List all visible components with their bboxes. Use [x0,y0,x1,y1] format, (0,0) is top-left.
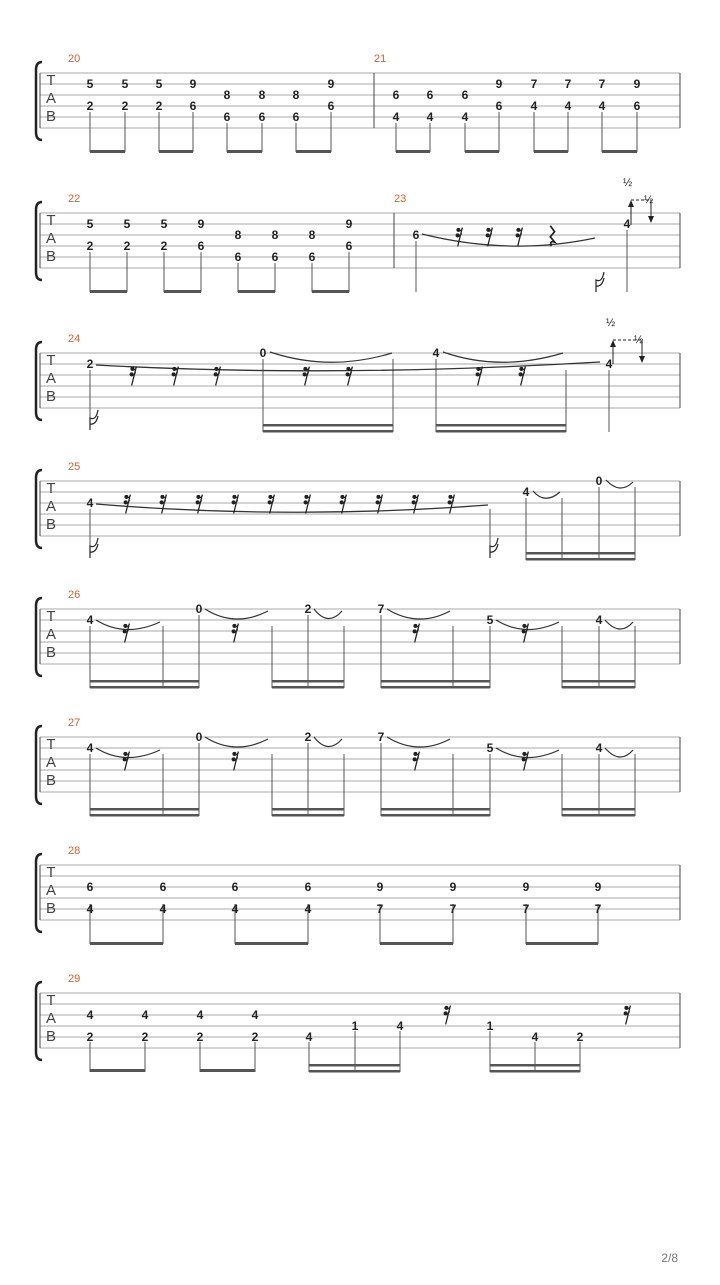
fret-number: 9 [345,217,353,231]
rest-16th [268,495,275,514]
fret-number: 8 [308,228,316,242]
fret-number: 7 [594,902,602,916]
bend-amount: ½ [606,317,616,329]
fret-number: 6 [461,88,469,102]
fret-number: 2 [86,1030,94,1044]
fret-numbers [87,602,603,627]
fret-number: 2 [86,357,94,371]
fret-number: 6 [633,99,641,113]
fret-number: 6 [292,110,300,124]
fret-number: 6 [234,250,242,264]
rest-16th [516,228,523,247]
slur [96,504,488,512]
fret-number: 8 [258,88,266,102]
fret-number: 4 [531,1030,539,1044]
fret-number: 7 [564,77,572,91]
tab-letter-b: B [45,248,57,265]
tab-letter-b: B [45,644,57,661]
measure-number: 26 [68,589,81,601]
beams [526,552,635,561]
fret-number: 7 [377,602,385,616]
fret-number: 2 [121,99,129,113]
fret-number: 2 [251,1030,259,1044]
rest-16th [130,367,137,386]
measure-number: 25 [68,461,81,473]
staff-lines [40,353,680,408]
fret-number: 2 [123,239,131,253]
rest-quarter [550,226,554,247]
staff-lines [40,865,680,920]
staff-lines [40,993,680,1048]
system-7 [36,845,680,945]
fret-number: 4 [461,110,469,124]
rest-16th [522,752,529,771]
fret-number: 4 [396,1019,404,1033]
fret-number: 6 [308,250,316,264]
fret-number: 0 [595,474,603,488]
system-8 [36,973,680,1073]
fret-number: 5 [155,77,163,91]
tab-letter-t: T [46,864,56,881]
fret-number: 7 [598,77,606,91]
staff-lines [40,737,680,792]
bend-release-amount: ½ [634,334,644,346]
fret-number: 6 [258,110,266,124]
rest-16th [232,752,239,771]
page-number: 2/8 [661,1251,678,1265]
fret-number: 2 [86,239,94,253]
fret-numbers [87,346,613,371]
fret-number: 7 [376,902,384,916]
tab-letter-a: A [45,498,57,515]
rest-16th [123,752,130,771]
fret-number: 4 [595,741,603,755]
fret-number: 2 [155,99,163,113]
tab-letter-a: A [45,1010,57,1027]
tie [605,748,633,757]
measure-number: 28 [68,845,81,857]
fret-number: 4 [86,496,94,510]
fret-number: 4 [623,217,631,231]
fret-number: 6 [86,880,94,894]
fret-number: 6 [495,99,503,113]
fret-number: 2 [304,602,312,616]
tab-letter-t: T [46,992,56,1009]
fret-number: 8 [223,88,231,102]
rest-16th [476,367,483,386]
fret-number: 5 [486,613,494,627]
measure-number: 20 [68,53,81,65]
fret-number: 5 [486,741,494,755]
tie [205,609,268,619]
fret-number: 1 [486,1019,494,1033]
fret-number: 5 [160,217,168,231]
fret-number: 9 [495,77,503,91]
tab-letter-b: B [45,388,57,405]
fret-number: 4 [86,741,94,755]
fret-number: 6 [412,228,420,242]
fret-number: 5 [86,217,94,231]
measure-number: 23 [394,193,407,205]
fret-number: 2 [304,730,312,744]
stems [90,743,635,816]
note-flag [90,410,98,430]
tab-letter-a: A [45,370,57,387]
fret-number: 0 [195,602,203,616]
tie [314,737,342,747]
tie [314,609,342,619]
rest-16th [340,495,347,514]
staff-lines [40,609,680,664]
system-3 [36,317,680,433]
fret-number: 4 [522,485,530,499]
fret-number: 4 [86,1008,94,1022]
rest-16th [522,624,529,643]
beams [90,942,598,945]
rest-16th [214,367,221,386]
tie [205,737,268,747]
fret-number: 4 [392,110,400,124]
fret-number: 8 [234,228,242,242]
fret-number: 1 [351,1019,359,1033]
measure-number: 22 [68,193,81,205]
fret-number: 9 [376,880,384,894]
system-2 [36,177,680,293]
fret-number: 4 [432,346,440,360]
beams [263,424,566,433]
fret-number: 6 [345,239,353,253]
tab-letter-b: B [45,516,57,533]
staff-lines [40,481,680,536]
rest-16th [456,228,463,247]
tab-letter-t: T [46,608,56,625]
fret-number: 4 [426,110,434,124]
fret-number: 0 [195,730,203,744]
stems [90,230,627,292]
fret-number: 9 [327,77,335,91]
fret-number: 4 [304,902,312,916]
fret-number: 4 [564,99,572,113]
fret-number: 6 [231,880,239,894]
system-4 [36,461,680,561]
rest-16th [123,624,130,643]
tab-letter-t: T [46,212,56,229]
note-flag [490,538,498,558]
fret-number: 9 [189,77,197,91]
rest-16th [303,367,310,386]
fret-number: 9 [449,880,457,894]
system-6 [36,717,680,817]
rest-16th [412,495,419,514]
fret-number: 6 [159,880,167,894]
measure-number: 29 [68,973,81,985]
fret-number: 0 [259,346,267,360]
tab-letter-t: T [46,736,56,753]
fret-number: 4 [159,902,167,916]
fret-number: 6 [271,250,279,264]
fret-number: 9 [522,880,530,894]
fret-number: 4 [530,99,538,113]
beams [90,808,635,817]
fret-number: 9 [594,880,602,894]
rest-16th [124,495,131,514]
tie [443,352,563,362]
tab-letter-b: B [45,772,57,789]
rest-16th [486,228,493,247]
fret-number: 2 [86,99,94,113]
fret-number: 5 [86,77,94,91]
fret-number: 7 [449,902,457,916]
beams [90,680,635,689]
rest-16th [448,495,455,514]
fret-number: 6 [392,88,400,102]
fret-number: 9 [633,77,641,91]
tie [270,352,392,362]
fret-number: 4 [141,1008,149,1022]
tab-letter-a: A [45,626,57,643]
fret-number: 4 [251,1008,259,1022]
fret-number: 5 [121,77,129,91]
fret-number: 4 [231,902,239,916]
rest-16th [413,624,420,643]
measure-number: 21 [374,53,387,65]
fret-number: 2 [196,1030,204,1044]
note-flag [596,272,604,292]
tie [387,609,450,619]
fret-number: 2 [576,1030,584,1044]
note-flag [90,538,98,558]
fret-number: 4 [605,357,613,371]
tab-letter-a: A [45,882,57,899]
rest-16th [232,495,239,514]
tab-letter-t: T [46,72,56,89]
stems [90,615,635,688]
fret-number: 4 [196,1008,204,1022]
rest-16th [160,495,167,514]
fret-number: 4 [305,1030,313,1044]
tab-letter-t: T [46,352,56,369]
fret-number: 8 [292,88,300,102]
fret-number: 7 [522,902,530,916]
slur [422,234,595,246]
rest-16th [346,367,353,386]
beams [90,1064,580,1073]
rest-16th [304,495,311,514]
fret-number: 4 [86,902,94,916]
rest-16th [232,624,239,643]
fret-number: 4 [598,99,606,113]
tab-letter-a: A [45,230,57,247]
stems [90,112,637,152]
fret-number: 6 [197,239,205,253]
fret-number: 6 [223,110,231,124]
tab-letter-b: B [45,1028,57,1045]
tab-letter-b: B [45,108,57,125]
fret-number: 7 [377,730,385,744]
tab-letter-t: T [46,480,56,497]
fret-number: 9 [197,217,205,231]
fret-number: 6 [426,88,434,102]
fret-number: 6 [189,99,197,113]
fret-number: 5 [123,217,131,231]
fret-number: 2 [141,1030,149,1044]
fret-number: 8 [271,228,279,242]
tab-letter-a: A [45,754,57,771]
fret-number: 6 [304,880,312,894]
bend-amount: ½ [623,177,633,189]
fret-number: 4 [86,613,94,627]
stems [90,487,635,560]
system-1 [36,53,680,153]
fret-number: 4 [595,613,603,627]
measure-number: 27 [68,717,81,729]
tie [387,737,450,747]
rest-16th [519,367,526,386]
rest-16th [172,367,179,386]
tie [605,620,633,629]
fret-number: 2 [160,239,168,253]
beams [90,150,637,153]
fret-number: 6 [327,99,335,113]
rest-16th [413,752,420,771]
system-5 [36,589,680,689]
measure-number: 24 [68,333,81,345]
staff-lines [40,73,680,128]
beams [90,290,349,293]
bend-release-amount: ½ [644,194,654,206]
fret-number: 7 [530,77,538,91]
fret-numbers [87,730,603,755]
tab-letter-b: B [45,900,57,917]
tab-letter-a: A [45,90,57,107]
